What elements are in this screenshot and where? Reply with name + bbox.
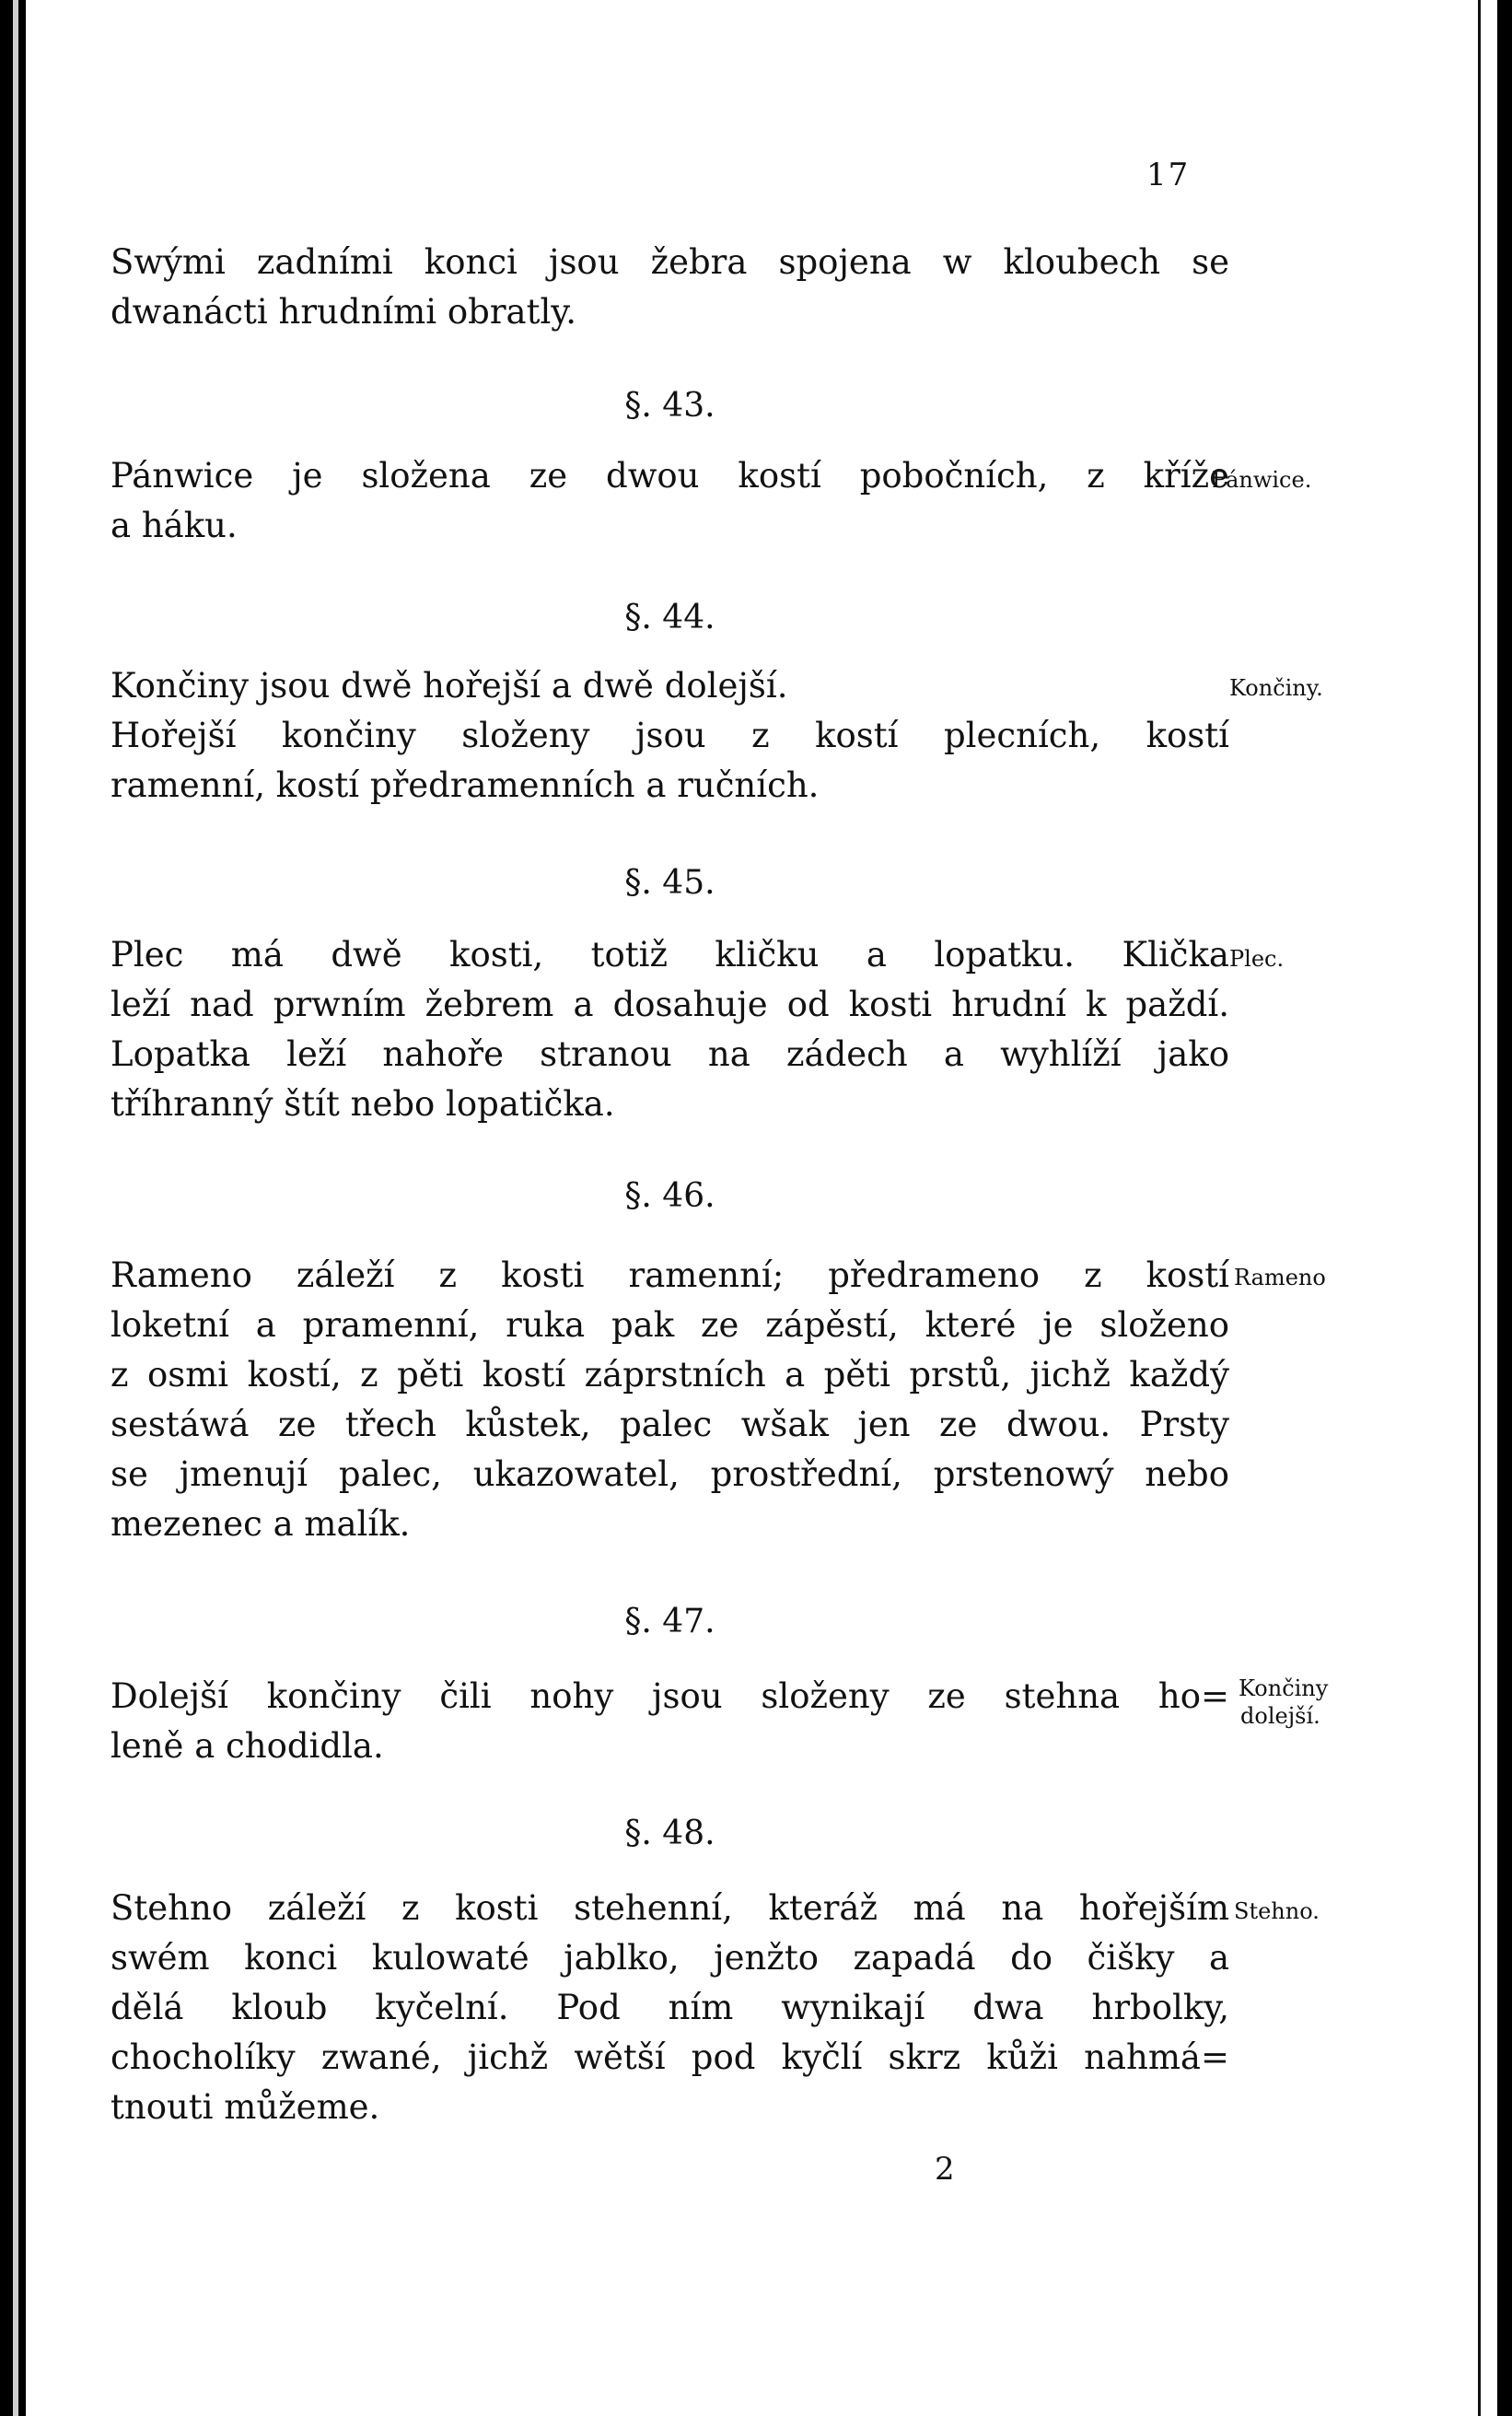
text-line: Lopatka leží nahoře stranou na zádech a wyhlíží jako (110, 1034, 1229, 1074)
margin-note-line: Končiny (1239, 1675, 1329, 1701)
text-line: a háku. (110, 506, 238, 545)
section-paragraph (110, 661, 1229, 811)
text-line: Swými zadními konci jsou žebra spojena w kloubech se (110, 242, 1229, 282)
text-line: dwanácti hrudními obratly. (110, 292, 577, 332)
text-line: tnouti můžeme. (110, 2087, 380, 2127)
section-paragraph (110, 1251, 1229, 1549)
scan-right-edge (1478, 0, 1481, 2416)
text-line: leží nad prwním žebrem a dosahuje od kosti hrudní k paždí. (110, 985, 1229, 1024)
margin-note-line: dolejší. (1240, 1703, 1320, 1729)
text-line: dělá kloub kyčelní. Pod ním wynikají dwa hrbolky, (110, 1988, 1229, 2027)
section-heading: §. 44. (624, 599, 715, 636)
margin-note: Končiny. (1229, 675, 1323, 701)
text-line: Rameno záleží z kosti ramenní; předrameno z kostí (110, 1255, 1229, 1295)
margin-note: Pánwice. (1212, 467, 1312, 493)
margin-note (1239, 1675, 1386, 1730)
text-line: chocholíky zwané, jichž wětší pod kyčlí skrz kůži nahmá= (110, 2037, 1229, 2077)
section-paragraph (110, 1672, 1229, 1771)
margin-note: Rameno (1234, 1265, 1326, 1290)
text-line: leně a chodidla. (110, 1726, 384, 1766)
text-line: Dolejší končiny čili nohy jsou složeny ze stehna ho= (110, 1676, 1229, 1716)
text-line: sestáwá ze třech kůstek, palec wšak jen ze dwou. Prsty (110, 1405, 1229, 1444)
text-line: swém konci kulowaté jablko, jenžto zapadá do čišky a (110, 1938, 1229, 1978)
text-line: ramenní, kostí předramenních a ručních. (110, 765, 820, 805)
section-heading: §. 48. (624, 1815, 715, 1852)
intro-paragraph (110, 238, 1229, 337)
text-line: Hořejší končiny složeny jsou z kostí plecních, kostí (110, 716, 1229, 755)
margin-note: Plec. (1229, 946, 1285, 972)
section-paragraph (110, 1884, 1229, 2132)
section-heading: §. 47. (624, 1603, 715, 1640)
section-heading: §. 45. (624, 864, 715, 902)
text-line: loketní a pramenní, ruka pak ze zápěstí, které je složeno (110, 1305, 1229, 1345)
section-heading: §. 43. (624, 387, 715, 425)
text-line: mezenec a malík. (110, 1504, 411, 1544)
margin-note: Stehno. (1234, 1898, 1320, 1924)
section-paragraph (110, 451, 1229, 551)
section-paragraph (110, 930, 1229, 1129)
scan-left-edge (13, 0, 18, 2416)
text-line: tříhranný štít nebo lopatička. (110, 1084, 615, 1124)
text-line: z osmi kostí, z pěti kostí záprstních a pěti prstů, jichž každý (110, 1355, 1229, 1395)
page-number: 17 (1146, 157, 1191, 193)
text-line: Stehno záleží z kosti stehenní, kteráž má na hořejším (110, 1888, 1229, 1928)
text-line: Plec má dwě kosti, totiž kličku a lopatku. Klička (110, 935, 1229, 975)
signature-mark: 2 (935, 2151, 955, 2188)
text-line: se jmenují palec, ukazowatel, prostřední, prstenowý nebo (110, 1454, 1229, 1494)
text-line: Pánwice je složena ze dwou kostí pobočních, z kříže (110, 456, 1229, 496)
section-heading: §. 46. (624, 1177, 715, 1215)
text-line: Končiny jsou dwě hořejší a dwě dolejší. (110, 666, 788, 706)
